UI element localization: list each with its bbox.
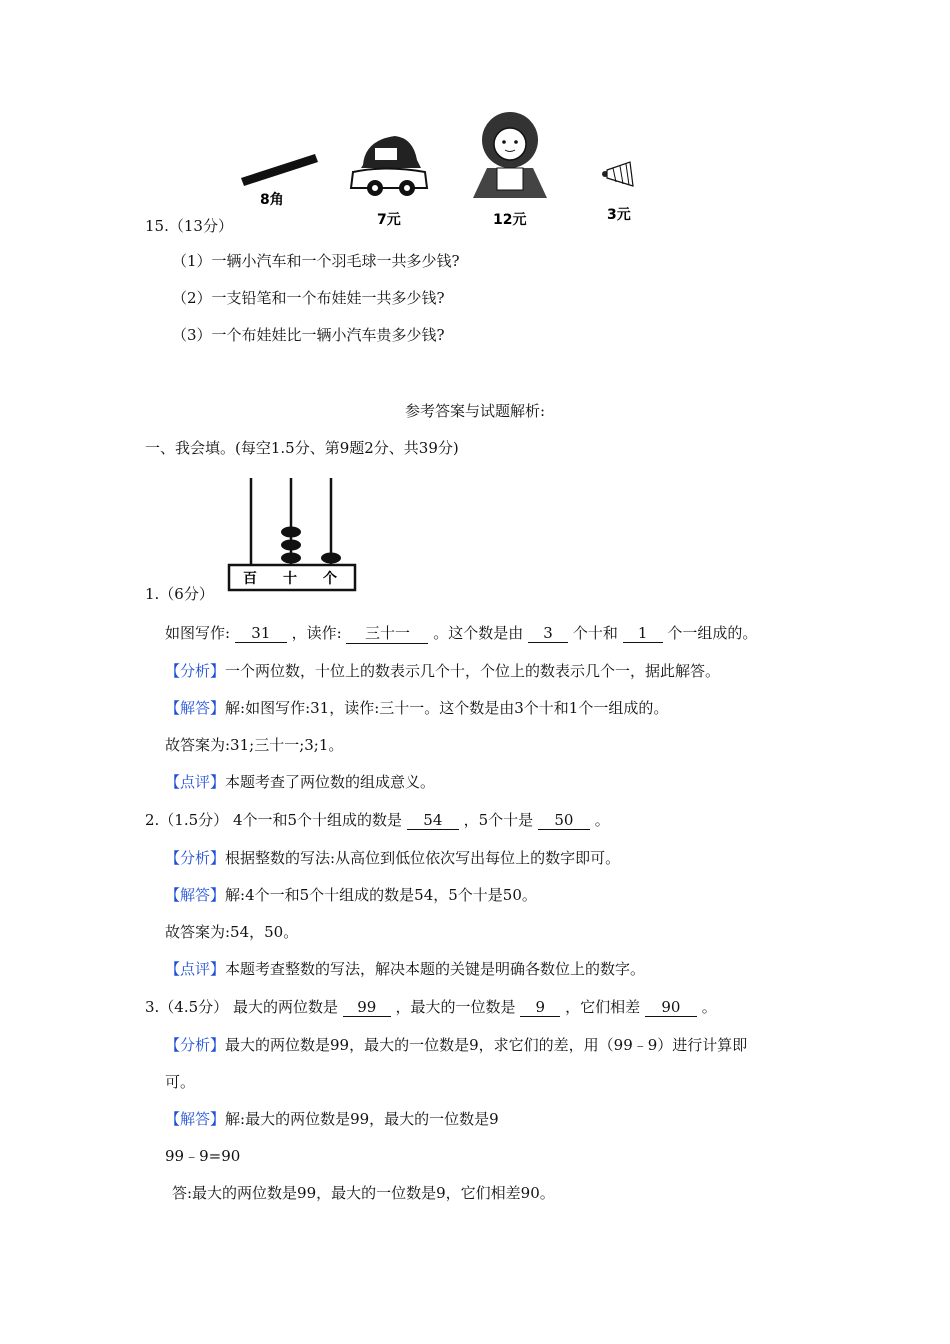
- section1-heading: 一、我会填。(每空1.5分、第9题2分、共39分): [145, 439, 459, 457]
- q15-number: 15.（13分）: [145, 217, 233, 235]
- q2-analysis-tag: 【分析】: [165, 849, 226, 867]
- q2-comment-tag: 【点评】: [165, 960, 226, 978]
- q1-blank-4: 1: [623, 624, 663, 643]
- q2-blank-1: 54: [407, 811, 459, 830]
- abacus-label-hundreds: 百: [243, 571, 257, 587]
- q3-solution-text: 解:最大的两位数是99，最大的一位数是9: [225, 1110, 499, 1128]
- shuttlecock-price: 3元: [607, 207, 631, 223]
- q1-blank-3: 3: [528, 624, 568, 643]
- abacus-ones-beads: [321, 553, 341, 564]
- q3-analysis-text: 最大的两位数是99，最大的一位数是9，求它们的差，用（99﹣9）进行计算即: [225, 1036, 748, 1054]
- q3-solution: [165, 1108, 499, 1129]
- q3-blank-1: 99: [343, 998, 391, 1017]
- q1-stem: [165, 622, 757, 644]
- q2-stem: [145, 809, 610, 830]
- pencil-icon: [241, 154, 318, 186]
- abacus-label-ones: 个: [323, 571, 337, 587]
- q3-analysis-cont: 可。: [165, 1073, 196, 1091]
- car-price: 7元: [377, 212, 401, 228]
- q1-analysis-text: 一个两位数，十位上的数表示几个十，个位上的数表示几个一，据此解答。: [225, 662, 721, 680]
- q3-text-2: ，最大的一位数是: [395, 998, 516, 1016]
- q2-solution: [165, 884, 537, 905]
- q1-final: 故答案为:31;三十一;3;1。: [165, 736, 344, 754]
- q15-sub2: （2）一支铅笔和一个布娃娃一共多少钱?: [172, 289, 445, 307]
- q1-text-3: 。这个数是由: [433, 624, 524, 642]
- pencil-price: 8角: [260, 192, 284, 208]
- q2-blank-2: 50: [538, 811, 590, 830]
- q2-solution-tag: 【解答】: [165, 886, 226, 904]
- q1-blank-1: 31: [235, 624, 287, 643]
- q2-comment: [165, 958, 645, 979]
- q1-text-5: 个一组成的。: [667, 624, 758, 642]
- q3-solution-tag: 【解答】: [165, 1110, 226, 1128]
- q2-text-1: 4个一和5个十组成的数是: [232, 811, 403, 829]
- doll-icon: [473, 112, 547, 198]
- q2-comment-text: 本题考查整数的写法，解决本题的关键是明确各数位上的数字。: [225, 960, 646, 978]
- q1-analysis: [165, 660, 720, 681]
- q3-blank-2: 9: [520, 998, 560, 1017]
- q2-number: 2.（1.5分）: [145, 811, 229, 829]
- q1-blank-2: 三十一: [346, 622, 428, 644]
- shopping-items-illustration: [235, 110, 650, 235]
- q3-equation: 99﹣9=90: [165, 1147, 241, 1165]
- q1-solution: [165, 697, 668, 718]
- q1-analysis-tag: 【分析】: [165, 662, 226, 680]
- q1-text-4: 个十和: [572, 624, 618, 642]
- q1-comment-tag: 【点评】: [165, 773, 226, 791]
- q3-stem: [145, 996, 717, 1017]
- q2-text-2: ，5个十是: [463, 811, 534, 829]
- q2-final: 故答案为:54，50。: [165, 923, 299, 941]
- q2-solution-text: 解:4个一和5个十组成的数是54，5个十是50。: [225, 886, 537, 904]
- q3-number: 3.（4.5分）: [145, 998, 229, 1016]
- q3-text-1: 最大的两位数是: [232, 998, 338, 1016]
- q3-blank-3: 90: [645, 998, 697, 1017]
- q1-number: 1.（6分）: [145, 585, 214, 603]
- q2-analysis-text: 根据整数的写法:从高位到低位依次写出每位上的数字即可。: [225, 849, 621, 867]
- answers-title: 参考答案与试题解析:: [404, 402, 546, 420]
- toy-car-icon: [351, 136, 427, 196]
- abacus-tens-beads: [281, 527, 301, 564]
- q3-analysis: [165, 1034, 747, 1055]
- shuttlecock-icon: [602, 162, 633, 186]
- abacus-label-tens: 十: [283, 571, 297, 587]
- abacus-illustration: [225, 472, 365, 597]
- q15-sub1: （1）一辆小汽车和一个羽毛球一共多少钱?: [172, 252, 460, 270]
- q2-text-3: 。: [594, 811, 610, 829]
- q1-solution-tag: 【解答】: [165, 699, 226, 717]
- doll-price: 12元: [493, 212, 527, 228]
- q1-comment: [165, 771, 435, 792]
- q3-analysis-tag: 【分析】: [165, 1036, 226, 1054]
- q1-comment-text: 本题考查了两位数的组成意义。: [225, 773, 436, 791]
- q1-text-2: ，读作:: [291, 624, 342, 642]
- q1-solution-text: 解:如图写作:31，读作:三十一。这个数是由3个十和1个一组成的。: [225, 699, 669, 717]
- q2-analysis: [165, 847, 620, 868]
- q15-sub3: （3）一个布娃娃比一辆小汽车贵多少钱?: [172, 326, 445, 344]
- q1-text-1: 如图写作:: [165, 624, 231, 642]
- q3-answer: 答:最大的两位数是99，最大的一位数是9，它们相差90。: [172, 1184, 555, 1202]
- q3-text-3: ，它们相差: [565, 998, 641, 1016]
- q3-text-4: 。: [701, 998, 717, 1016]
